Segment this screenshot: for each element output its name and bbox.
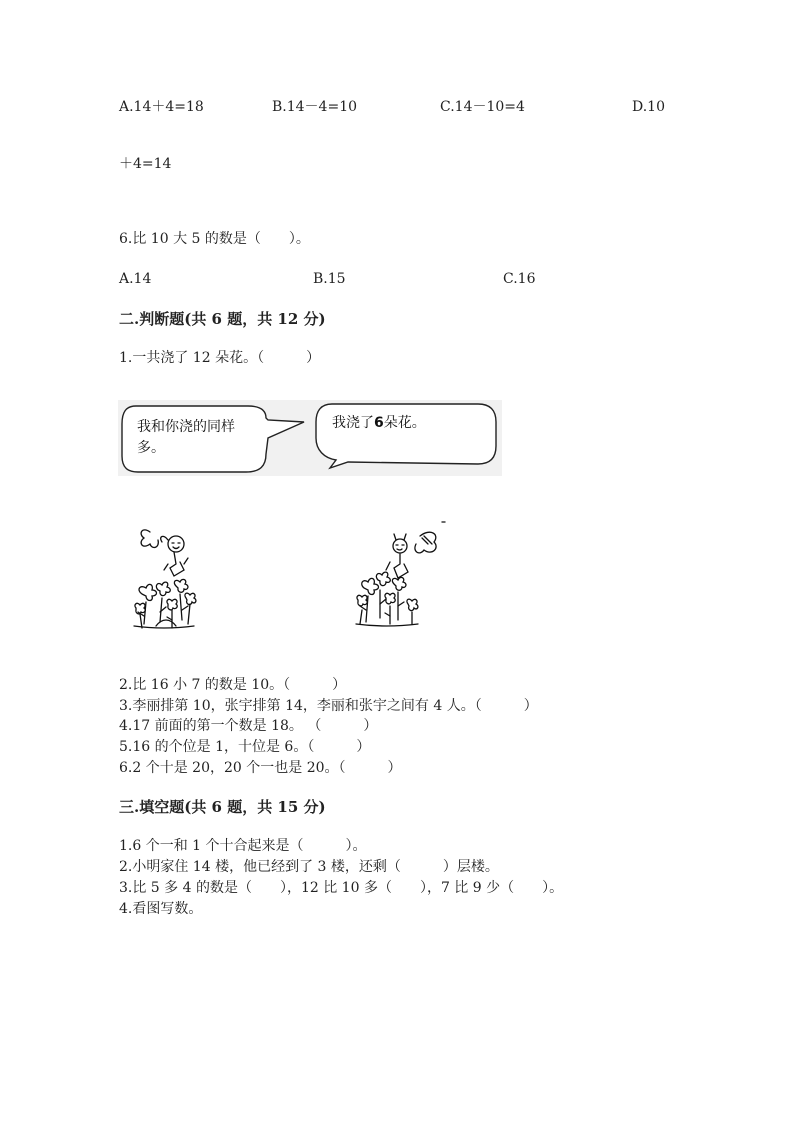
fill-question-3: 3.比 5 多 4 的数是（ ），12 比 10 多（ ），7 比 9 少（ ）。 — [119, 880, 564, 896]
speech-bubbles-figure — [118, 398, 502, 478]
bubble-right-number: 6 — [374, 415, 384, 431]
section-heading-fill-in: 三.填空题(共 6 题，共 15 分) — [119, 798, 326, 816]
q5-option-c: C.14－10=4 — [440, 99, 525, 115]
tf-question-4: 4.17 前面的第一个数是 18。 （ ） — [119, 718, 378, 734]
tf-question-2: 2.比 16 小 7 的数是 10。（ ） — [119, 677, 347, 693]
fill-question-4: 4.看图写数。 — [119, 901, 203, 917]
section-heading-true-false: 二.判断题(共 6 题，共 12 分) — [119, 310, 326, 328]
tf-question-1: 1.一共浇了 12 朵花。（ ） — [119, 350, 321, 366]
child-watering-flowers-left-illustration — [128, 524, 200, 632]
q6-option-a: A.14 — [119, 271, 152, 287]
tf-question-5: 5.16 的个位是 1，十位是 6。（ ） — [119, 739, 371, 755]
q5-option-a: A.14＋4=18 — [119, 99, 204, 115]
tf-question-6: 6.2 个十是 20，20 个一也是 20。（ ） — [119, 760, 402, 776]
child-watering-flowers-right-illustration — [350, 520, 450, 630]
fill-question-2: 2.小明家住 14 楼，他已经到了 3 楼，还剩（ ）层楼。 — [119, 859, 499, 875]
q5-option-d-continued: ＋4=14 — [119, 156, 172, 172]
bubble-left-line2: 多。 — [137, 440, 165, 456]
q6-option-b: B.15 — [313, 271, 346, 287]
bubble-left-line1: 我和你浇的同样 — [137, 419, 235, 435]
q6-option-c: C.16 — [503, 271, 536, 287]
speech-bubbles-graphic — [118, 398, 502, 478]
bubble-right-pre: 我浇了 — [332, 415, 374, 431]
bubble-right-text — [332, 413, 426, 433]
tf-question-3: 3.李丽排第 10，张宇排第 14，李丽和张宇之间有 4 人。（ ） — [119, 698, 538, 714]
bubble-right-post: 朵花。 — [383, 415, 426, 431]
q5-option-b: B.14－4=10 — [272, 99, 358, 115]
fill-question-1: 1.6 个一和 1 个十合起来是（ ）。 — [119, 838, 367, 854]
q5-option-d: D.10 — [632, 99, 665, 115]
q6-question: 6.比 10 大 5 的数是（ ）。 — [119, 231, 310, 247]
